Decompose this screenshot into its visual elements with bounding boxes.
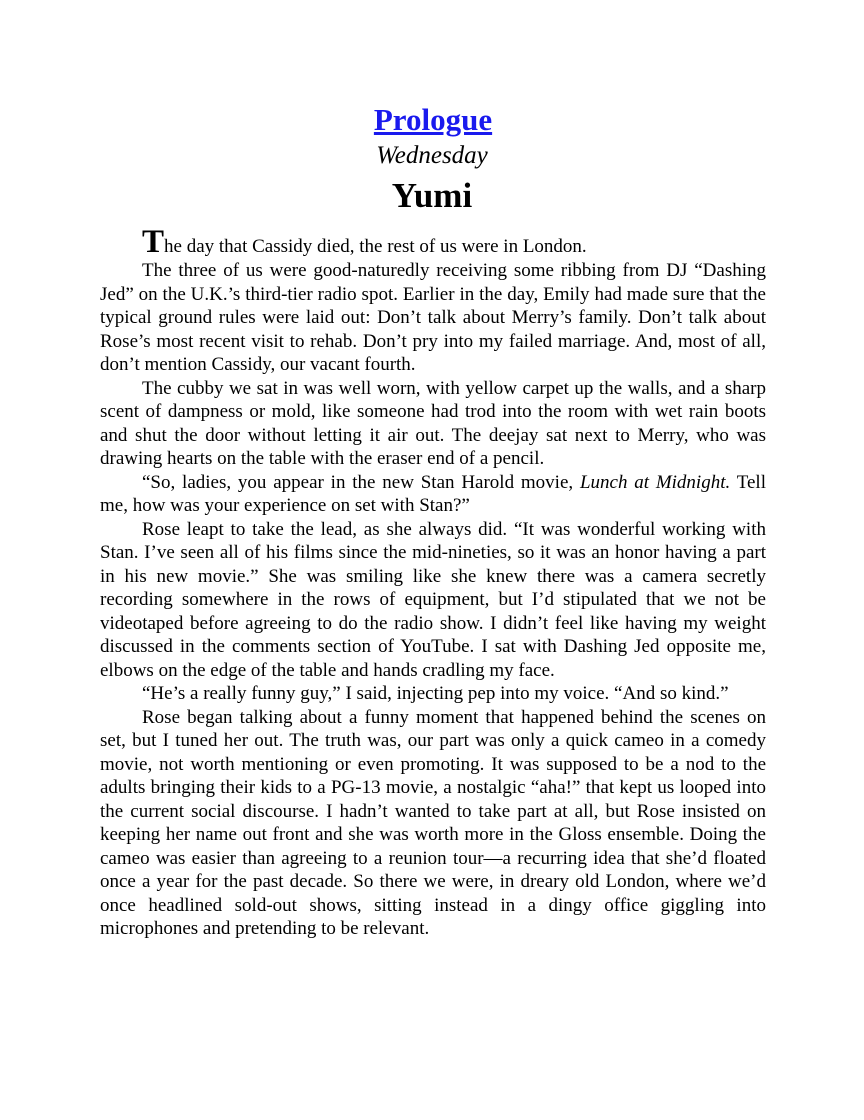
paragraph-4 <box>100 471 766 518</box>
paragraph-7: Rose began talking about a funny moment that happened behind the scenes on set, but I tuned her out. The truth was, our part was only a quick cameo in a comedy movie, not worth mentioning or even promoting. It was supposed to be a nod to the adults bringing their kids to a PG-13 movie, a nostalgic “aha!” that kept us looped into the current social discourse. I hadn’t wanted to take part at all, but Rose insisted on keeping her name out front and she was worth more in the Gloss ensemble. Doing the cameo was easier than agreeing to a reunion tour—a recurring idea that she’d floated once a year for the past decade. So there we were, in dreary old London, where we’d once headlined sold-out shows, sitting instead in a dingy office giggling into microphones and pretending to be relevant. <box>100 706 766 939</box>
chapter-day: Wednesday <box>376 142 488 169</box>
chapter-heading <box>0 100 864 218</box>
paragraph-5: Rose leapt to take the lead, as she always did. “It was wonderful working with Stan. I’ve seen all of his films since the mid-nineties, so it was an honor having a part in his new movie.” She was smiling like she knew there was a camera secretly recording somewhere in the rows of equipment, but I’d stipulated that we not be videotaped before agreeing to do the radio show. I didn’t feel like having my weight discussed in the comments section of YouTube. I sat with Dashing Jed opposite me, elbows on the edge of the table and hands cradling my face. <box>100 518 766 681</box>
chapter-title-link[interactable]: Prologue <box>373 102 493 137</box>
paragraph-4-text-end: Tell me, how was your experience on set with Stan?” <box>100 471 766 516</box>
paragraph-4-text-start: “So, ladies, you appear in the new Stan Harold movie, <box>142 471 580 493</box>
chapter-narrator: Yumi <box>391 176 473 215</box>
chapter-body <box>100 226 766 941</box>
paragraph-2: The three of us were good-naturedly receiving some ribbing from DJ “Dashing Jed” on the U.K.’s third-tier radio spot. Earlier in the day, Emily had made sure that the typical ground rules were laid out: Don’t talk about Merry’s family. Don’t talk about Rose’s most recent visit to rehab. Don’t pry into my failed marriage. And, most of all, don’t mention Cassidy, our vacant fourth. <box>100 260 766 375</box>
paragraph-6: “He’s a really funny guy,” I said, injecting pep into my voice. “And so kind.” <box>142 683 729 704</box>
paragraph-1-text: he day that Cassidy died, the rest of us were in London. <box>164 236 587 257</box>
movie-title: Lunch at Midnight. <box>579 471 731 493</box>
paragraph-1 <box>100 226 766 259</box>
drop-cap: T <box>142 224 165 260</box>
paragraph-3: The cubby we sat in was well worn, with yellow carpet up the walls, and a sharp scent of dampness or mold, like someone had trod into the room with wet rain boots and shut the door without letting it air out. The deejay sat next to Merry, who was drawing hearts on the table with the eraser end of a pencil. <box>100 377 766 469</box>
